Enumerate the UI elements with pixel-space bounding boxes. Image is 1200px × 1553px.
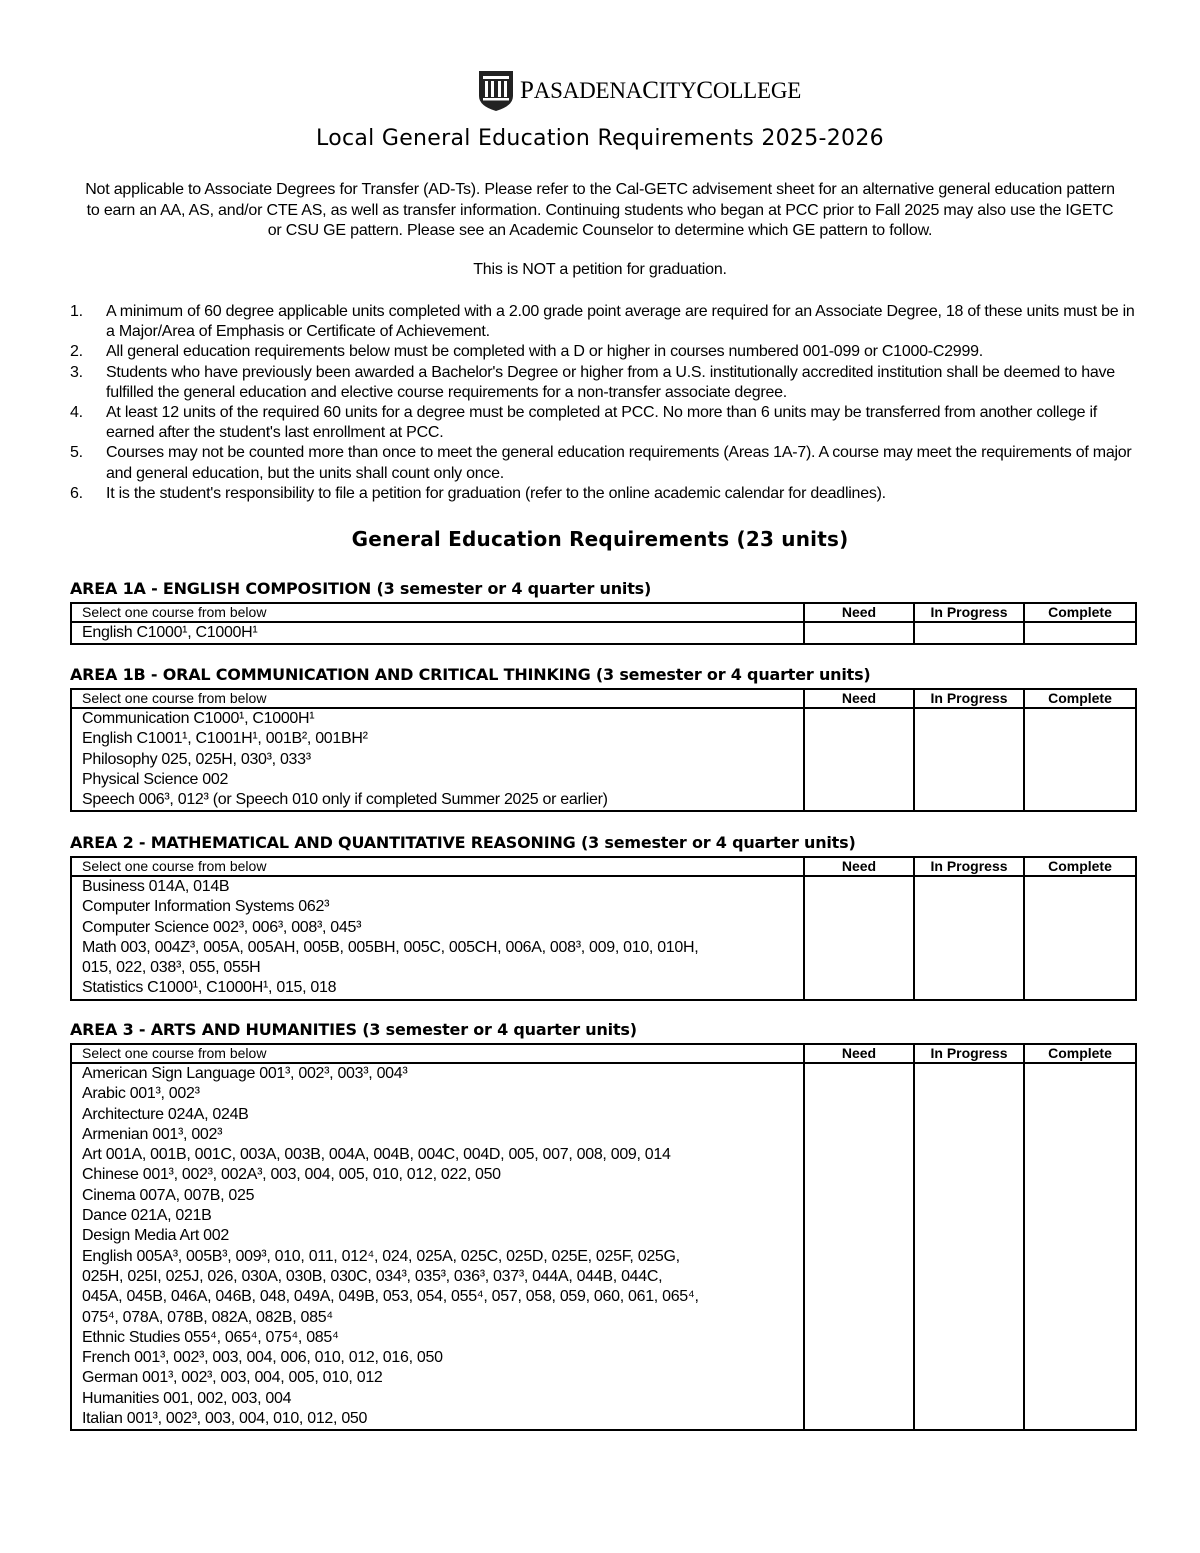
need-header: Need <box>804 689 914 708</box>
page-title: Local General Education Requirements 2025-2026 <box>316 126 884 151</box>
course-line: Computer Information Systems 062³ <box>82 898 330 916</box>
in-progress-checkbox[interactable] <box>914 708 1024 811</box>
course-line: Art 001A, 001B, 001C, 003A, 003B, 004A, 004B, 004C, 004D, 005, 007, 008, 009, 014 <box>82 1146 671 1164</box>
course-line: Speech 006³, 012³ (or Speech 010 only if completed Summer 2025 or earlier) <box>82 791 608 809</box>
in-progress-header: In Progress <box>914 689 1024 708</box>
course-line: Cinema 007A, 007B, 025 <box>82 1186 255 1204</box>
table-header-row <box>71 689 1136 708</box>
in-progress-checkbox[interactable] <box>914 622 1024 644</box>
area-units: (3 semester or 4 quarter units) <box>580 833 856 852</box>
course-line: English 005A³, 005B³, 009³, 010, 011, 012⁴, 024, 025A, 025C, 025D, 025E, 025F, 025G, <box>82 1247 680 1265</box>
select-header: Select one course from below <box>71 603 804 622</box>
course-line: Physical Science 002 <box>82 770 229 788</box>
college-seal-icon <box>478 70 514 112</box>
intro-paragraph: Not applicable to Associate Degrees for Transfer (AD-Ts). Please refer to the Cal-GETC advisement sheet for an alternative general education pattern to earn an AA, AS, and/or CTE AS, as well as transfer information. Continuing students who began at PCC prior to Fall 2025 may also use the IGETC or CSU GE pattern. Please see an Academic Counselor to determine which GE pattern to follow. <box>85 181 1115 239</box>
petition-notice: This is NOT a petition for graduation. <box>473 261 727 278</box>
rule-text: A minimum of 60 degree applicable units completed with a 2.00 grade point average are required for an Associate Degree, 18 of these units must be in a Major/Area of Emphasis or Certificate of Achievement. <box>106 303 1135 341</box>
select-header: Select one course from below <box>71 857 804 876</box>
area-3-section <box>70 1020 1135 1431</box>
course-line: Philosophy 025, 025H, 030³, 033³ <box>82 750 311 768</box>
course-line: Italian 001³, 002³, 003, 004, 010, 012, 050 <box>82 1410 368 1428</box>
rule-item <box>66 363 1136 403</box>
area-units: (3 semester or 4 quarter units) <box>595 665 871 684</box>
course-row <box>71 708 1136 811</box>
rule-number: 6. <box>70 484 83 502</box>
rules-list <box>66 302 1136 504</box>
area-title: AREA 3 - ARTS AND HUMANITIES <box>70 1020 357 1039</box>
rule-number: 4. <box>70 404 83 422</box>
in-progress-header: In Progress <box>914 857 1024 876</box>
in-progress-checkbox[interactable] <box>914 1063 1024 1430</box>
area-heading <box>70 833 1135 852</box>
course-line: Architecture 024A, 024B <box>82 1105 249 1123</box>
complete-checkbox[interactable] <box>1024 708 1136 811</box>
select-header: Select one course from below <box>71 689 804 708</box>
rule-item <box>66 302 1136 342</box>
rule-text: Students who have previously been awarded a Bachelor's Degree or higher from a U.S. institutionally accredited institution shall be deemed to have fulfilled the general education and elective course requirements for a non-transfer associate degree. <box>106 363 1115 401</box>
rule-item <box>66 403 1136 443</box>
in-progress-header: In Progress <box>914 603 1024 622</box>
course-line: Design Media Art 002 <box>82 1227 229 1245</box>
rule-number: 5. <box>70 444 83 462</box>
course-line: Humanities 001, 002, 003, 004 <box>82 1389 292 1407</box>
rule-item <box>66 443 1136 483</box>
complete-checkbox[interactable] <box>1024 876 1136 1000</box>
table-header-row <box>71 1044 1136 1063</box>
need-checkbox[interactable] <box>804 622 914 644</box>
area-1b-table <box>70 688 1137 812</box>
need-header: Need <box>804 857 914 876</box>
course-line: Armenian 001³, 002³ <box>82 1125 223 1143</box>
course-line: Ethnic Studies 055⁴, 065⁴, 075⁴, 085⁴ <box>82 1328 339 1346</box>
course-row <box>71 622 1136 644</box>
rule-item <box>66 484 1136 504</box>
course-row <box>71 876 1136 1000</box>
area-1a-section <box>70 579 1135 645</box>
area-heading <box>70 665 1135 684</box>
in-progress-header: In Progress <box>914 1044 1024 1063</box>
area-2-section <box>70 833 1135 1001</box>
rule-text: All general education requirements below must be completed with a D or higher in courses numbered 001-099 or C1000-C2999. <box>106 343 983 361</box>
select-header: Select one course from below <box>71 1044 804 1063</box>
course-line: Math 003, 004Z³, 005A, 005AH, 005B, 005BH, 005C, 005CH, 006A, 008³, 009, 010, 010H, <box>82 938 699 956</box>
course-line: 025H, 025I, 025J, 026, 030A, 030B, 030C, 034³, 035³, 036³, 037³, 044A, 044B, 044C, <box>82 1267 663 1285</box>
course-line: Statistics C1000¹, C1000H¹, 015, 018 <box>82 979 337 997</box>
course-row <box>71 1063 1136 1430</box>
course-line: Business 014A, 014B <box>82 878 230 895</box>
area-units: (3 semester or 4 quarter units) <box>376 579 652 598</box>
area-heading <box>70 1020 1135 1039</box>
college-wordmark: PASADENACITYCOLLEGE <box>520 77 802 104</box>
table-header-row <box>71 857 1136 876</box>
area-3-table <box>70 1043 1137 1431</box>
course-list-cell <box>71 1063 804 1430</box>
course-line: English C1000¹, C1000H¹ <box>82 624 258 641</box>
need-checkbox[interactable] <box>804 876 914 1000</box>
area-units: (3 semester or 4 quarter units) <box>362 1020 637 1039</box>
area-title: AREA 1B - ORAL COMMUNICATION AND CRITICAL THINKING <box>70 665 591 684</box>
course-line: Chinese 001³, 002³, 002A³, 003, 004, 005, 010, 012, 022, 050 <box>82 1166 501 1184</box>
course-line: Dance 021A, 021B <box>82 1207 212 1225</box>
area-title: AREA 1A - ENGLISH COMPOSITION <box>70 579 372 598</box>
area-2-table <box>70 856 1137 1001</box>
rule-number: 1. <box>70 303 83 320</box>
course-line: Communication C1000¹, C1000H¹ <box>82 710 315 727</box>
complete-checkbox[interactable] <box>1024 1063 1136 1430</box>
complete-header: Complete <box>1024 689 1136 708</box>
ge-requirements-heading: General Education Requirements (23 units) <box>351 527 849 551</box>
need-header: Need <box>804 603 914 622</box>
rule-text: Courses may not be counted more than once to meet the general education requirements (Areas 1A-7). A course may meet the requirements of major and general education, but the units shall count only once. <box>106 444 1132 482</box>
table-header-row <box>71 603 1136 622</box>
complete-header: Complete <box>1024 603 1136 622</box>
rule-text: It is the student's responsibility to file a petition for graduation (refer to the online academic calendar for deadlines). <box>106 484 886 502</box>
rule-number: 2. <box>70 343 83 361</box>
rule-text: At least 12 units of the required 60 units for a degree must be completed at PCC. No more than 6 units may be transferred from another college if earned after the student's last enrollment at PCC. <box>106 404 1097 442</box>
area-heading <box>70 579 1135 598</box>
course-line: 015, 022, 038³, 055, 055H <box>82 959 261 977</box>
need-checkbox[interactable] <box>804 708 914 811</box>
course-list-cell <box>71 622 804 644</box>
complete-checkbox[interactable] <box>1024 622 1136 644</box>
area-1a-table <box>70 602 1137 645</box>
need-checkbox[interactable] <box>804 1063 914 1430</box>
rule-number: 3. <box>70 363 83 381</box>
area-title: AREA 2 - MATHEMATICAL AND QUANTITATIVE REASONING <box>70 833 576 852</box>
need-header: Need <box>804 1044 914 1063</box>
course-line: French 001³, 002³, 003, 004, 006, 010, 012, 016, 050 <box>82 1349 443 1367</box>
course-line: Arabic 001³, 002³ <box>82 1085 200 1103</box>
area-1b-section <box>70 665 1135 812</box>
course-line: English C1001¹, C1001H¹, 001B², 001BH² <box>82 730 368 748</box>
in-progress-checkbox[interactable] <box>914 876 1024 1000</box>
course-list-cell <box>71 708 804 811</box>
course-line: 045A, 045B, 046A, 046B, 048, 049A, 049B, 053, 054, 055⁴, 057, 058, 059, 060, 061, 065⁴, <box>82 1288 699 1306</box>
course-line: 075⁴, 078A, 078B, 082A, 082B, 085⁴ <box>82 1308 333 1326</box>
rule-item <box>66 342 1136 362</box>
course-list-cell <box>71 876 804 1000</box>
complete-header: Complete <box>1024 857 1136 876</box>
complete-header: Complete <box>1024 1044 1136 1063</box>
course-line: Computer Science 002³, 006³, 008³, 045³ <box>82 918 362 936</box>
college-logo <box>478 70 801 112</box>
course-line: American Sign Language 001³, 002³, 003³, 004³ <box>82 1065 408 1082</box>
course-line: German 001³, 002³, 003, 004, 005, 010, 012 <box>82 1369 383 1387</box>
